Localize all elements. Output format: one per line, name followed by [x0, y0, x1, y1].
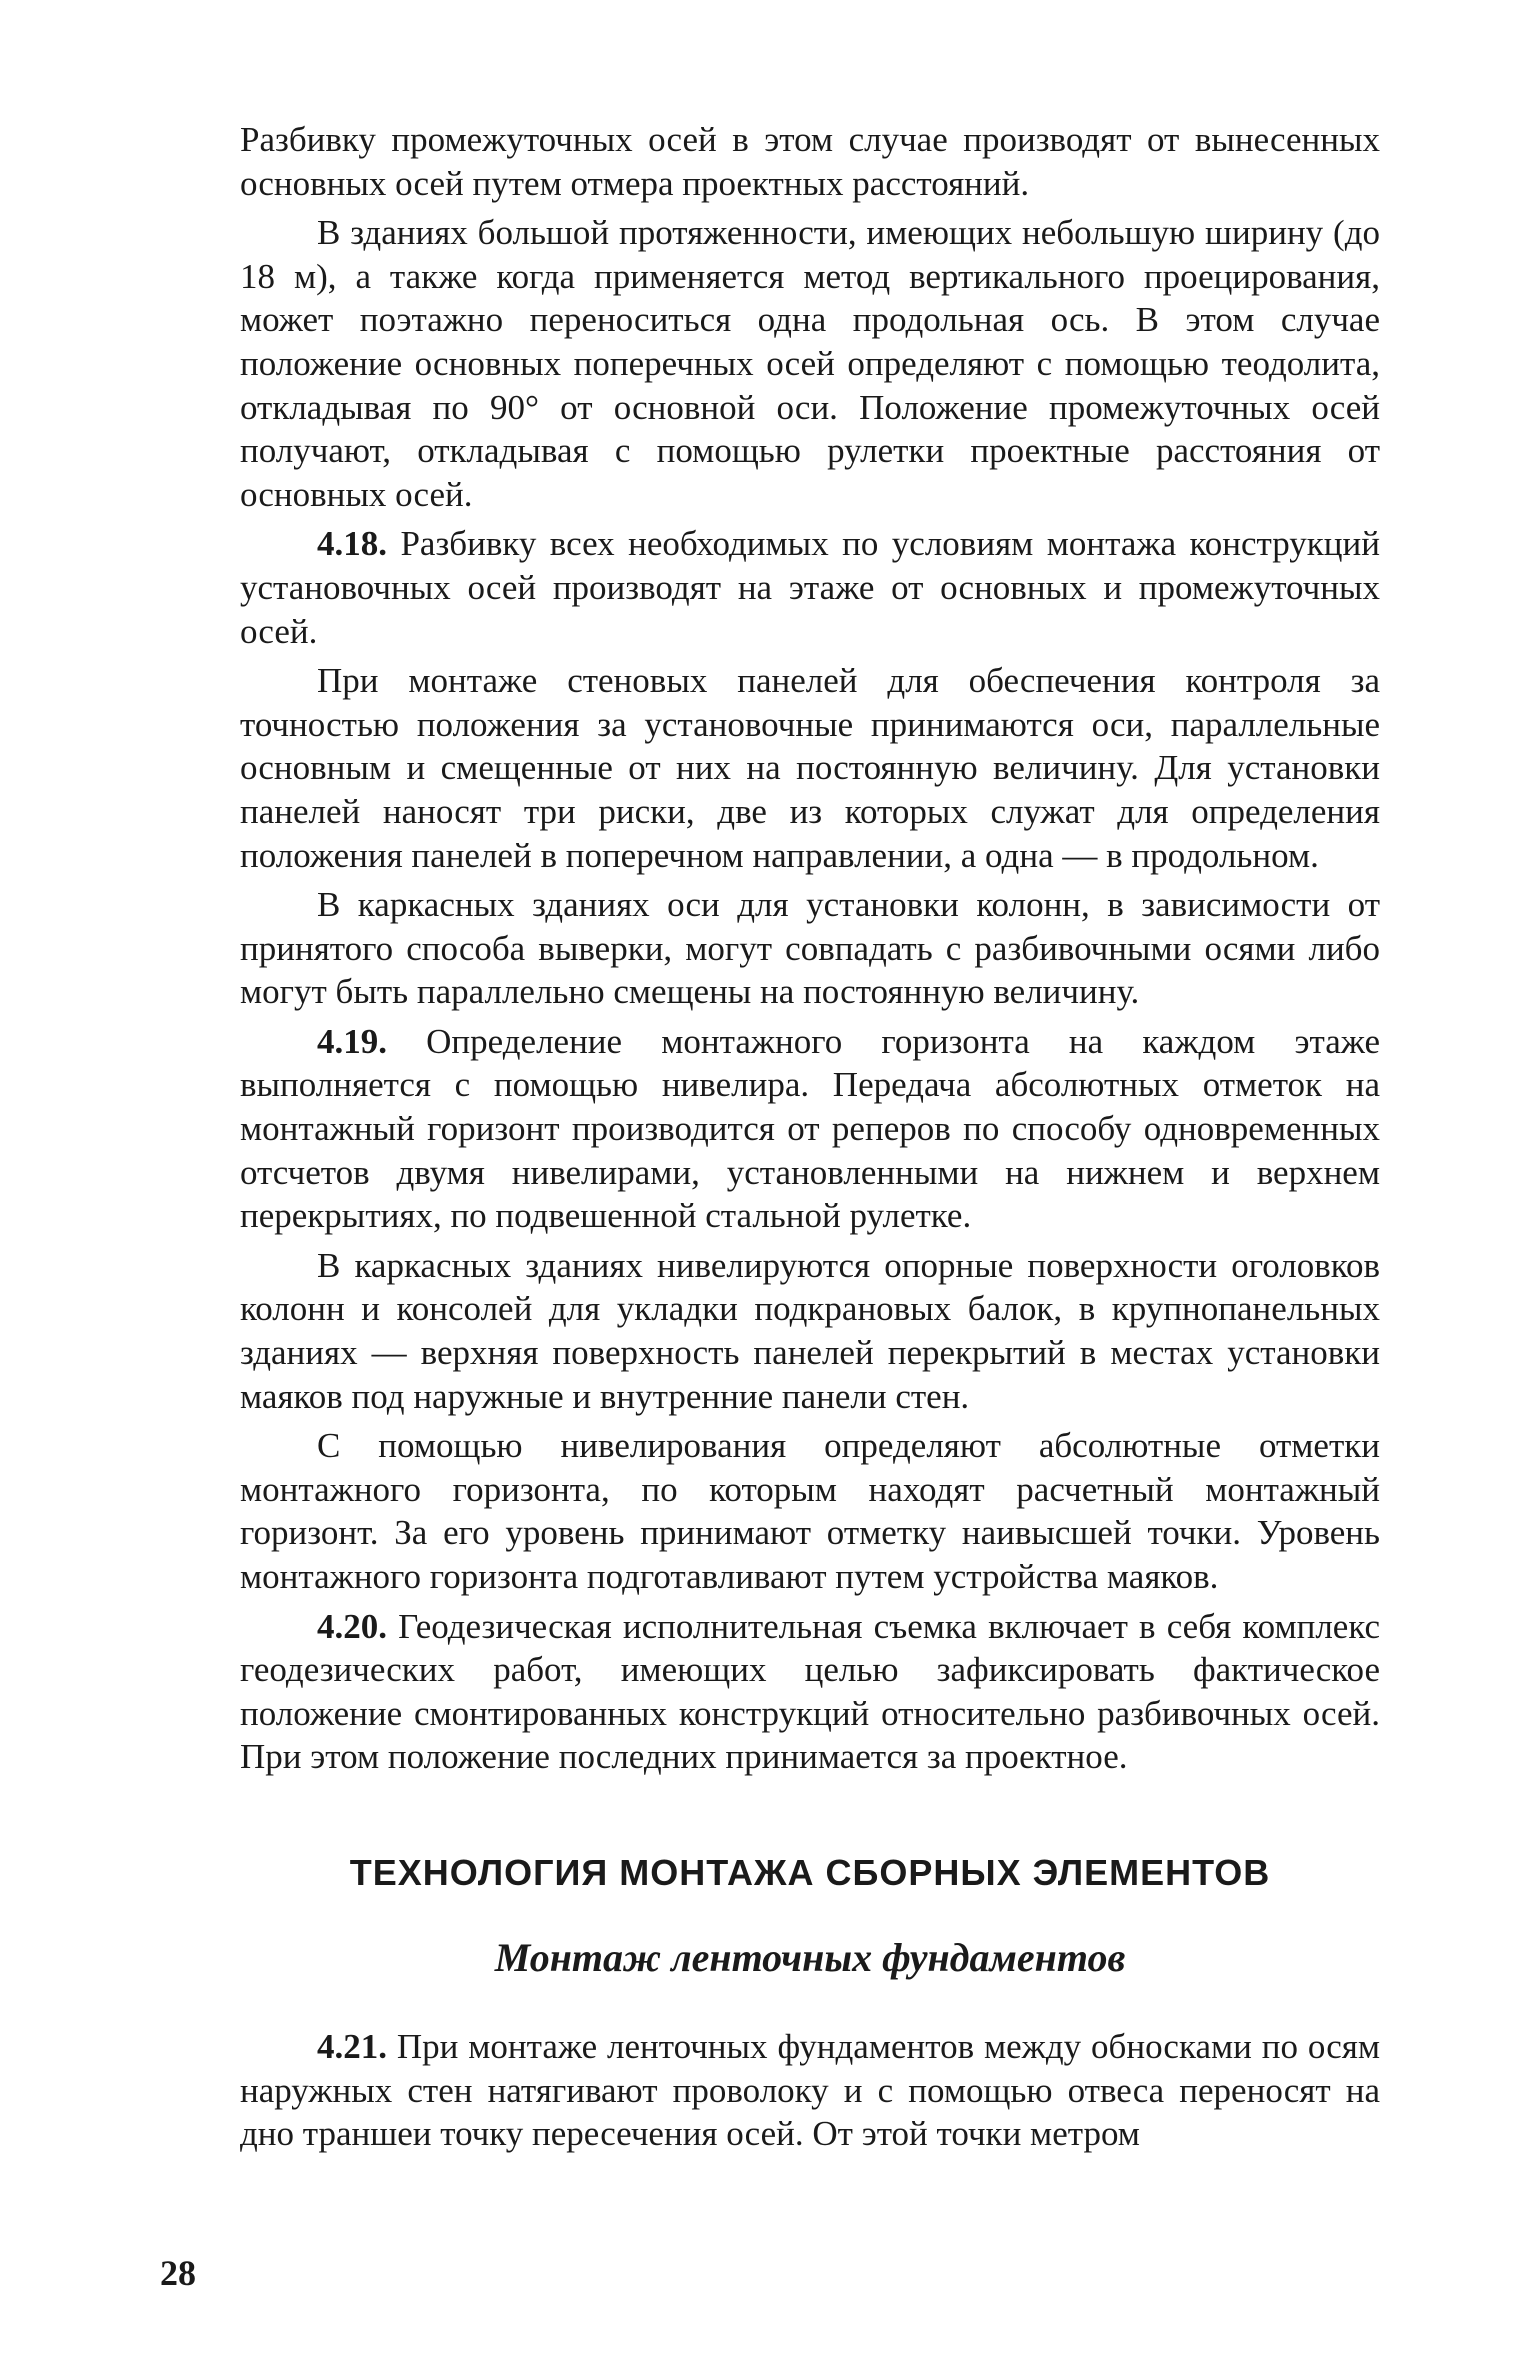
paragraph-number: 4.20. — [317, 1606, 387, 1646]
paragraph — [240, 211, 1380, 516]
paragraph-text: Геодезическая исполнительная съемка включает в себя комплекс геодезических работ, имеющих целью зафиксировать фактическое положение смонтированных конструкций относительно разбивочных осей. При этом положение последних принимается за проектное. — [240, 1606, 1381, 1777]
subsection-title: Монтаж ленточных фундаментов — [494, 1935, 1126, 1980]
paragraph-number: 4.19. — [317, 1021, 387, 1061]
paragraph-text: В зданиях большой протяженности, имеющих небольшую ширину (до 18 м), а также когда применяется метод вертикального проецирования, может поэтажно переноситься одна продольная ось. В этом случае положение основных поперечных осей определяют с помощью теодолита, откладывая по 90° от основной оси. Положение промежуточных осей получают, откладывая с помощью рулетки проектные расстояния от основных осей. — [240, 213, 1380, 514]
paragraph-4-18 — [240, 522, 1380, 653]
paragraph — [240, 1424, 1380, 1598]
paragraph-text: Разбивку всех необходимых по условиям монтажа конструкций установочных осей производят на этаже от основных и промежуточных осей. — [240, 524, 1380, 651]
paragraph-4-19 — [240, 1020, 1380, 1238]
section-title: ТЕХНОЛОГИЯ МОНТАЖА СБОРНЫХ ЭЛЕМЕНТОВ — [349, 1852, 1271, 1893]
paragraph — [240, 883, 1380, 1014]
paragraph-text: В каркасных зданиях нивелируются опорные поверхности оголовков колонн и консолей для укладки подкрановых балок, в крупнопанельных зданиях — верхняя поверхность панелей перекрытий в местах установки маяков под наружные и внутренние панели стен. — [240, 1245, 1380, 1416]
paragraph-text: Определение монтажного горизонта на каждом этаже выполняется с помощью нивелира. Передача абсолютных отметок на монтажный горизонт производится от реперов по способу одновременных отсчетов двумя нивелирами, установленными на нижнем и верхнем перекрытиях, по подвешенной стальной рулетке. — [240, 1021, 1380, 1236]
paragraph-text: При монтаже ленточных фундаментов между обносками по осям наружных стен натягивают проволоку и с помощью отвеса переносят на дно траншеи точку пересечения осей. От этой точки метром — [240, 2027, 1381, 2154]
paragraph-continuation — [240, 118, 1380, 205]
paragraph-text: Разбивку промежуточных осей в этом случае производят от вынесенных основных осей путем отмера проектных расстояний. — [240, 120, 1380, 203]
paragraph-number: 4.18. — [317, 524, 387, 564]
paragraph — [240, 659, 1380, 877]
paragraph-text: В каркасных зданиях оси для установки колонн, в зависимости от принятого способа выверки, могут совпадать с разбивочными осями либо могут быть параллельно смещены на постоянную величину. — [240, 885, 1380, 1012]
paragraph — [240, 1244, 1380, 1418]
body-text-bottom — [240, 2025, 1380, 2156]
paragraph-number: 4.21. — [317, 2027, 387, 2066]
paragraph-4-20 — [240, 1605, 1380, 1779]
body-text-top — [240, 118, 1380, 1779]
paragraph-text: С помощью нивелирования определяют абсолютные отметки монтажного горизонта, по которым находят расчетный монтажный горизонт. За его уровень принимают отметку наивысшей точки. Уровень монтажного горизонта подготавливают путем устройства маяков. — [240, 1426, 1380, 1596]
page-number: 28 — [160, 2253, 196, 2293]
paragraph-text: При монтаже стеновых панелей для обеспечения контроля за точностью положения за установочные принимаются оси, параллельные основным и смещенные от них на постоянную величину. Для установки панелей наносят три риски, две из которых служат для определения положения панелей в поперечном направлении, а одна — в продольном. — [240, 661, 1380, 875]
paragraph-4-21 — [240, 2025, 1380, 2156]
